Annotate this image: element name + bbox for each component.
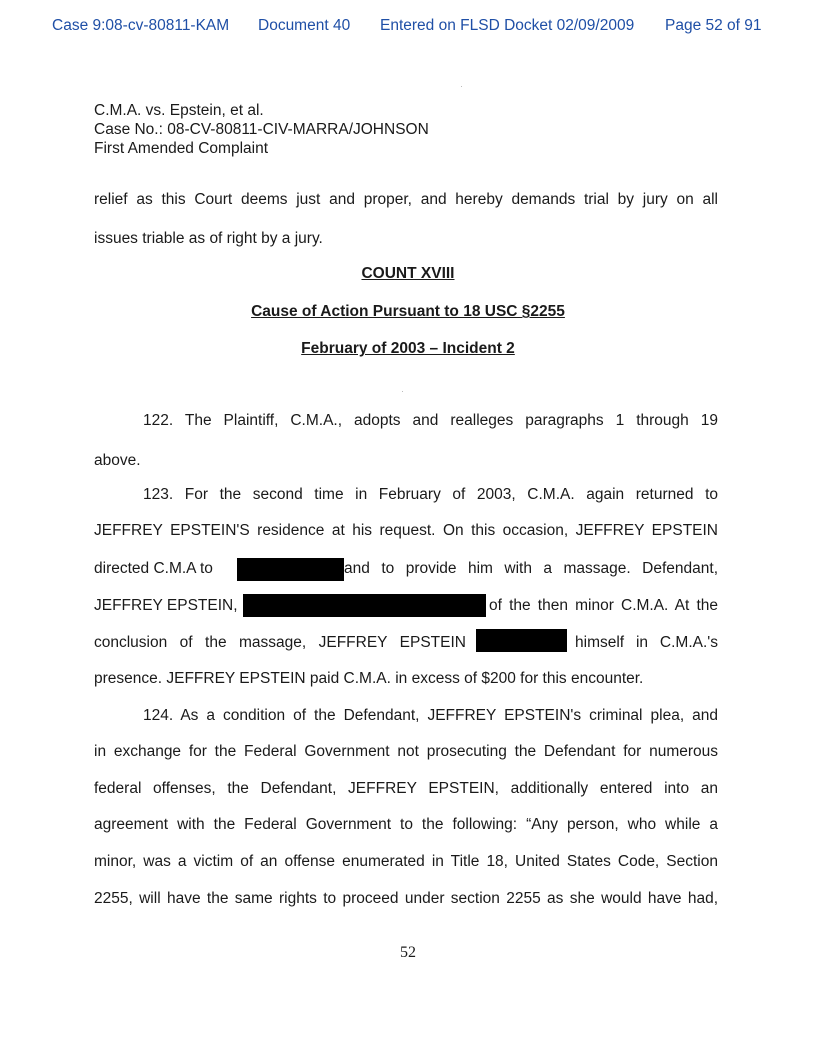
body-line: JEFFREY EPSTEIN'S residence at his request. On this occasion, JEFFREY EPSTEIN xyxy=(94,522,718,539)
caption-parties: C.M.A. vs. Epstein, et al. xyxy=(94,102,264,119)
body-line: issues triable as of right by a jury. xyxy=(94,230,323,247)
paragraph-122: 122. The Plaintiff, C.M.A., adopts and realleges paragraphs 1 through 19 xyxy=(143,412,718,429)
case-caption xyxy=(94,101,429,158)
paragraph-124: 124. As a condition of the Defendant, JEFFREY EPSTEIN's criminal plea, and xyxy=(143,707,718,724)
page-number: 52 xyxy=(400,944,416,961)
body-line: federal offenses, the Defendant, JEFFREY EPSTEIN, additionally entered into an xyxy=(94,780,718,797)
paragraph-122-end: above. xyxy=(94,452,141,469)
scan-speck xyxy=(402,391,403,392)
count-heading: COUNT XVIII xyxy=(361,265,455,282)
redaction-box xyxy=(476,629,567,652)
cause-heading: Cause of Action Pursuant to 18 USC §2255 xyxy=(251,303,565,320)
body-line: 2255, will have the same rights to proceed under section 2255 as she would have had, xyxy=(94,890,718,907)
case-number: Case 9:08-cv-80811-KAM xyxy=(52,17,230,34)
incident-heading: February of 2003 – Incident 2 xyxy=(301,340,515,357)
body-line-part: JEFFREY EPSTEIN, xyxy=(94,597,238,614)
body-line: presence. JEFFREY EPSTEIN paid C.M.A. in excess of $200 for this encounter. xyxy=(94,670,644,687)
body-line-part: himself in C.M.A.'s xyxy=(575,634,718,651)
document-number: Document 40 xyxy=(258,17,351,34)
redaction-box xyxy=(243,594,486,617)
body-line-part: conclusion of the massage, JEFFREY EPSTEIN xyxy=(94,634,466,651)
body-line: in exchange for the Federal Government not prosecuting the Defendant for numerous xyxy=(94,743,718,760)
body-line: agreement with the Federal Government to the following: “Any person, who while a xyxy=(94,816,718,833)
page-count: Page 52 of 91 xyxy=(665,17,762,34)
caption-document-title: First Amended Complaint xyxy=(94,140,269,157)
body-line: minor, was a victim of an offense enumerated in Title 18, United States Code, Section xyxy=(94,853,718,870)
body-line-part: and to provide him with a massage. Defendant, xyxy=(344,560,718,577)
body-line-part: of the then minor C.M.A. At the xyxy=(489,597,718,614)
redaction-box xyxy=(237,558,344,581)
body-line-part: directed C.M.A to xyxy=(94,560,213,577)
scan-speck xyxy=(461,86,462,87)
caption-case-no: Case No.: 08-CV-80811-CIV-MARRA/JOHNSON xyxy=(94,121,429,138)
docket-header xyxy=(0,17,816,39)
docket-entry: Entered on FLSD Docket 02/09/2009 xyxy=(380,17,635,34)
paragraph-123: 123. For the second time in February of 2003, C.M.A. again returned to xyxy=(143,486,718,503)
body-line: relief as this Court deems just and proper, and hereby demands trial by jury on all xyxy=(94,191,718,208)
